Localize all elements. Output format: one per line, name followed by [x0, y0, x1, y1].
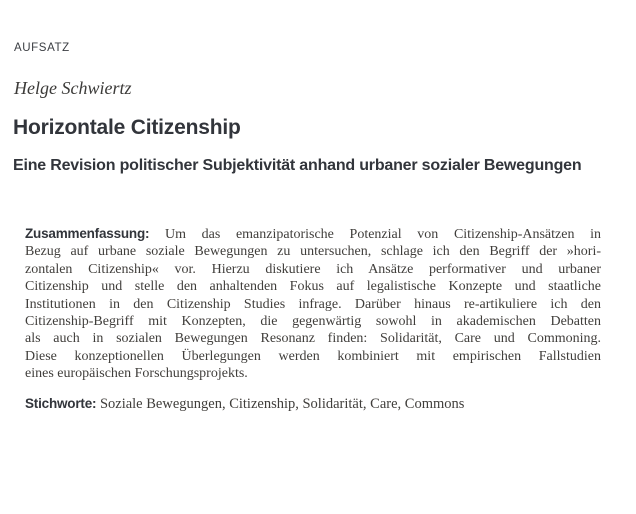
- author-name: Helge Schwiertz: [14, 78, 132, 98]
- abstract-block: [25, 225, 601, 383]
- abstract-line: zontalen Citizenship« vor. Hierzu diskutiere ich Ansätze performativer und urbaner: [25, 261, 601, 277]
- abstract-line: Citizenship-Begriff mit Konzepten, die gegenwärtig sowohl in akademischen Debatten: [25, 314, 601, 330]
- abstract-line: Institutionen in den Citizenship Studies infrage. Darüber hinaus re-artikuliere ich den: [25, 296, 601, 312]
- abstract-line: als auch in sozialen Bewegungen Resonanz finden: Solidarität, Care und Commoning.: [25, 331, 601, 347]
- abstract-line: Citizenship und stelle den anhaltenden Fokus auf legalistische Konzepte und staatliche: [25, 279, 601, 295]
- keywords-text: Soziale Bewegungen, Citizenship, Solidarität, Care, Commons: [99, 396, 465, 412]
- abstract-line: Diese konzeptionellen Überlegungen werden kombiniert mit empirischen Fallstudien: [25, 348, 601, 364]
- abstract-line: eines europäischen Forschungsprojekts.: [25, 366, 248, 382]
- abstract-label: Zusammenfassung:: [25, 226, 150, 241]
- abstract-line: Bezug auf urbane soziale Bewegungen zu untersuchen, schlage ich den Begriff der »hori-: [25, 244, 601, 260]
- article-subtitle: Eine Revision politischer Subjektivität anhand urbaner sozialer Bewegungen: [13, 157, 582, 174]
- keywords-label: Stichworte:: [25, 396, 97, 411]
- abstract-line-text: Um das emanzipatorische Potenzial von Citizenship-Ansätzen in: [164, 227, 602, 242]
- keywords-block: [25, 396, 601, 413]
- abstract-line: [25, 225, 601, 243]
- article-title: Horizontale Citizenship: [13, 116, 241, 139]
- article-kicker: AUFSATZ: [14, 42, 70, 54]
